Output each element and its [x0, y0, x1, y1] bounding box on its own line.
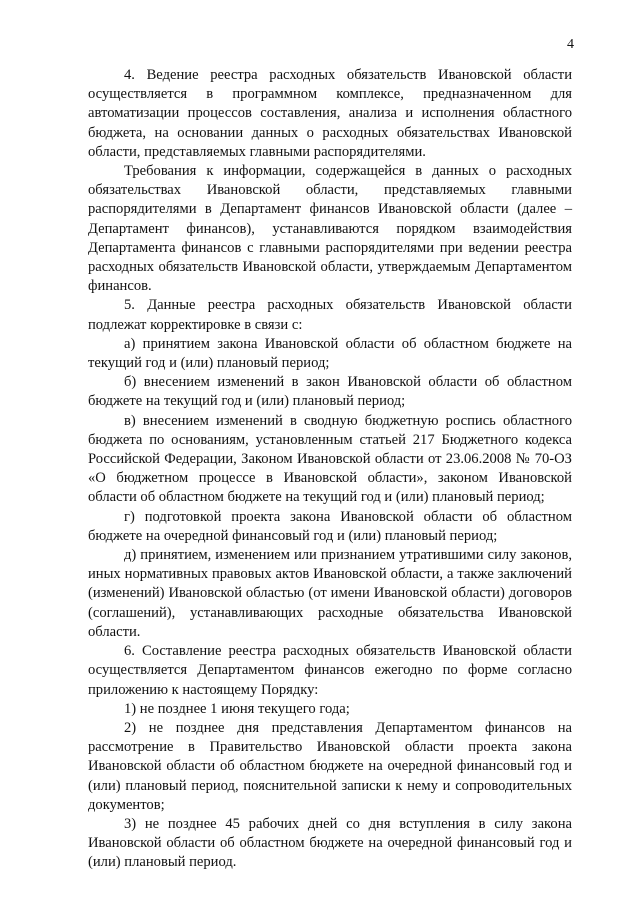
paragraph-6-compilation: 6. Составление реестра расходных обязательств Ивановской области осуществляется Департаментом финансов ежегодно по форме согласно приложению к настоящему Порядку:: [88, 643, 572, 698]
list-item-g: г) подготовкой проекта закона Ивановской области об областном бюджете на очередной финансовый год и (или) плановый период;: [88, 508, 572, 544]
list-item-2: 2) не позднее дня представления Департаментом финансов на рассмотрение в Правительство Ивановской области проекта закона Ивановской области об областном бюджете на очередной финансовый год и (или) плановый период, пояснительной записки к нему и сопроводительных документов;: [88, 719, 572, 813]
list-item-a: а) принятием закона Ивановской области об областном бюджете на текущий год и (или) плановый период;: [88, 335, 572, 372]
list-item-v: в) внесением изменений в сводную бюджетную роспись областного бюджета по основаниям, установленным статьей 217 Бюджетного кодекса Российской Федерации, Законом Ивановской области от 23.06.2008 № 70-ОЗ «О бюджетном процессе в Ивановской области», законом Ивановской области об областном бюджете на текущий год и (или) плановый период;: [88, 412, 572, 506]
page-number: 4: [567, 37, 574, 52]
paragraph-5-corrections: 5. Данные реестра расходных обязательств Ивановской области подлежат корректировке в связи с:: [88, 297, 572, 333]
list-item-3: 3) не позднее 45 рабочих дней со дня вступления в силу закона Ивановской области об областном бюджете на очередной финансовый год и (или) плановый период.: [88, 815, 572, 871]
list-item-1: 1) не позднее 1 июня текущего года;: [124, 700, 350, 717]
list-item-b: б) внесением изменений в закон Ивановской области об областном бюджете на текущий год и (или) плановый период;: [88, 374, 572, 410]
list-item-d: д) принятием, изменением или признанием утратившими силу законов, иных нормативных правовых актов Ивановской области, а также заключений (изменений) Ивановской областью (от имени Ивановской области) договоров (соглашений), устанавливающих расходные обязательства Ивановской области.: [88, 547, 572, 640]
document-body: [88, 66, 572, 873]
paragraph-information-requirements: Требования к информации, содержащейся в данных о расходных обязательствах Ивановской области, представляемых главными распорядителями в Департамент финансов Ивановской области (далее – Департамент финансов), устанавливаются порядком взаимодействия Департамента финансов с главными распорядителями при ведении реестра расходных обязательств Ивановской области, утверждаемым Департаментом финансов.: [88, 163, 572, 295]
paragraph-4-registry-maintenance: 4. Ведение реестра расходных обязательств Ивановской области осуществляется в программном комплексе, предназначенном для автоматизации процессов составления, анализа и исполнения областного бюджета, на основании данных о расходных обязательствах Ивановской области, представляемых главными распорядителями.: [88, 67, 572, 160]
